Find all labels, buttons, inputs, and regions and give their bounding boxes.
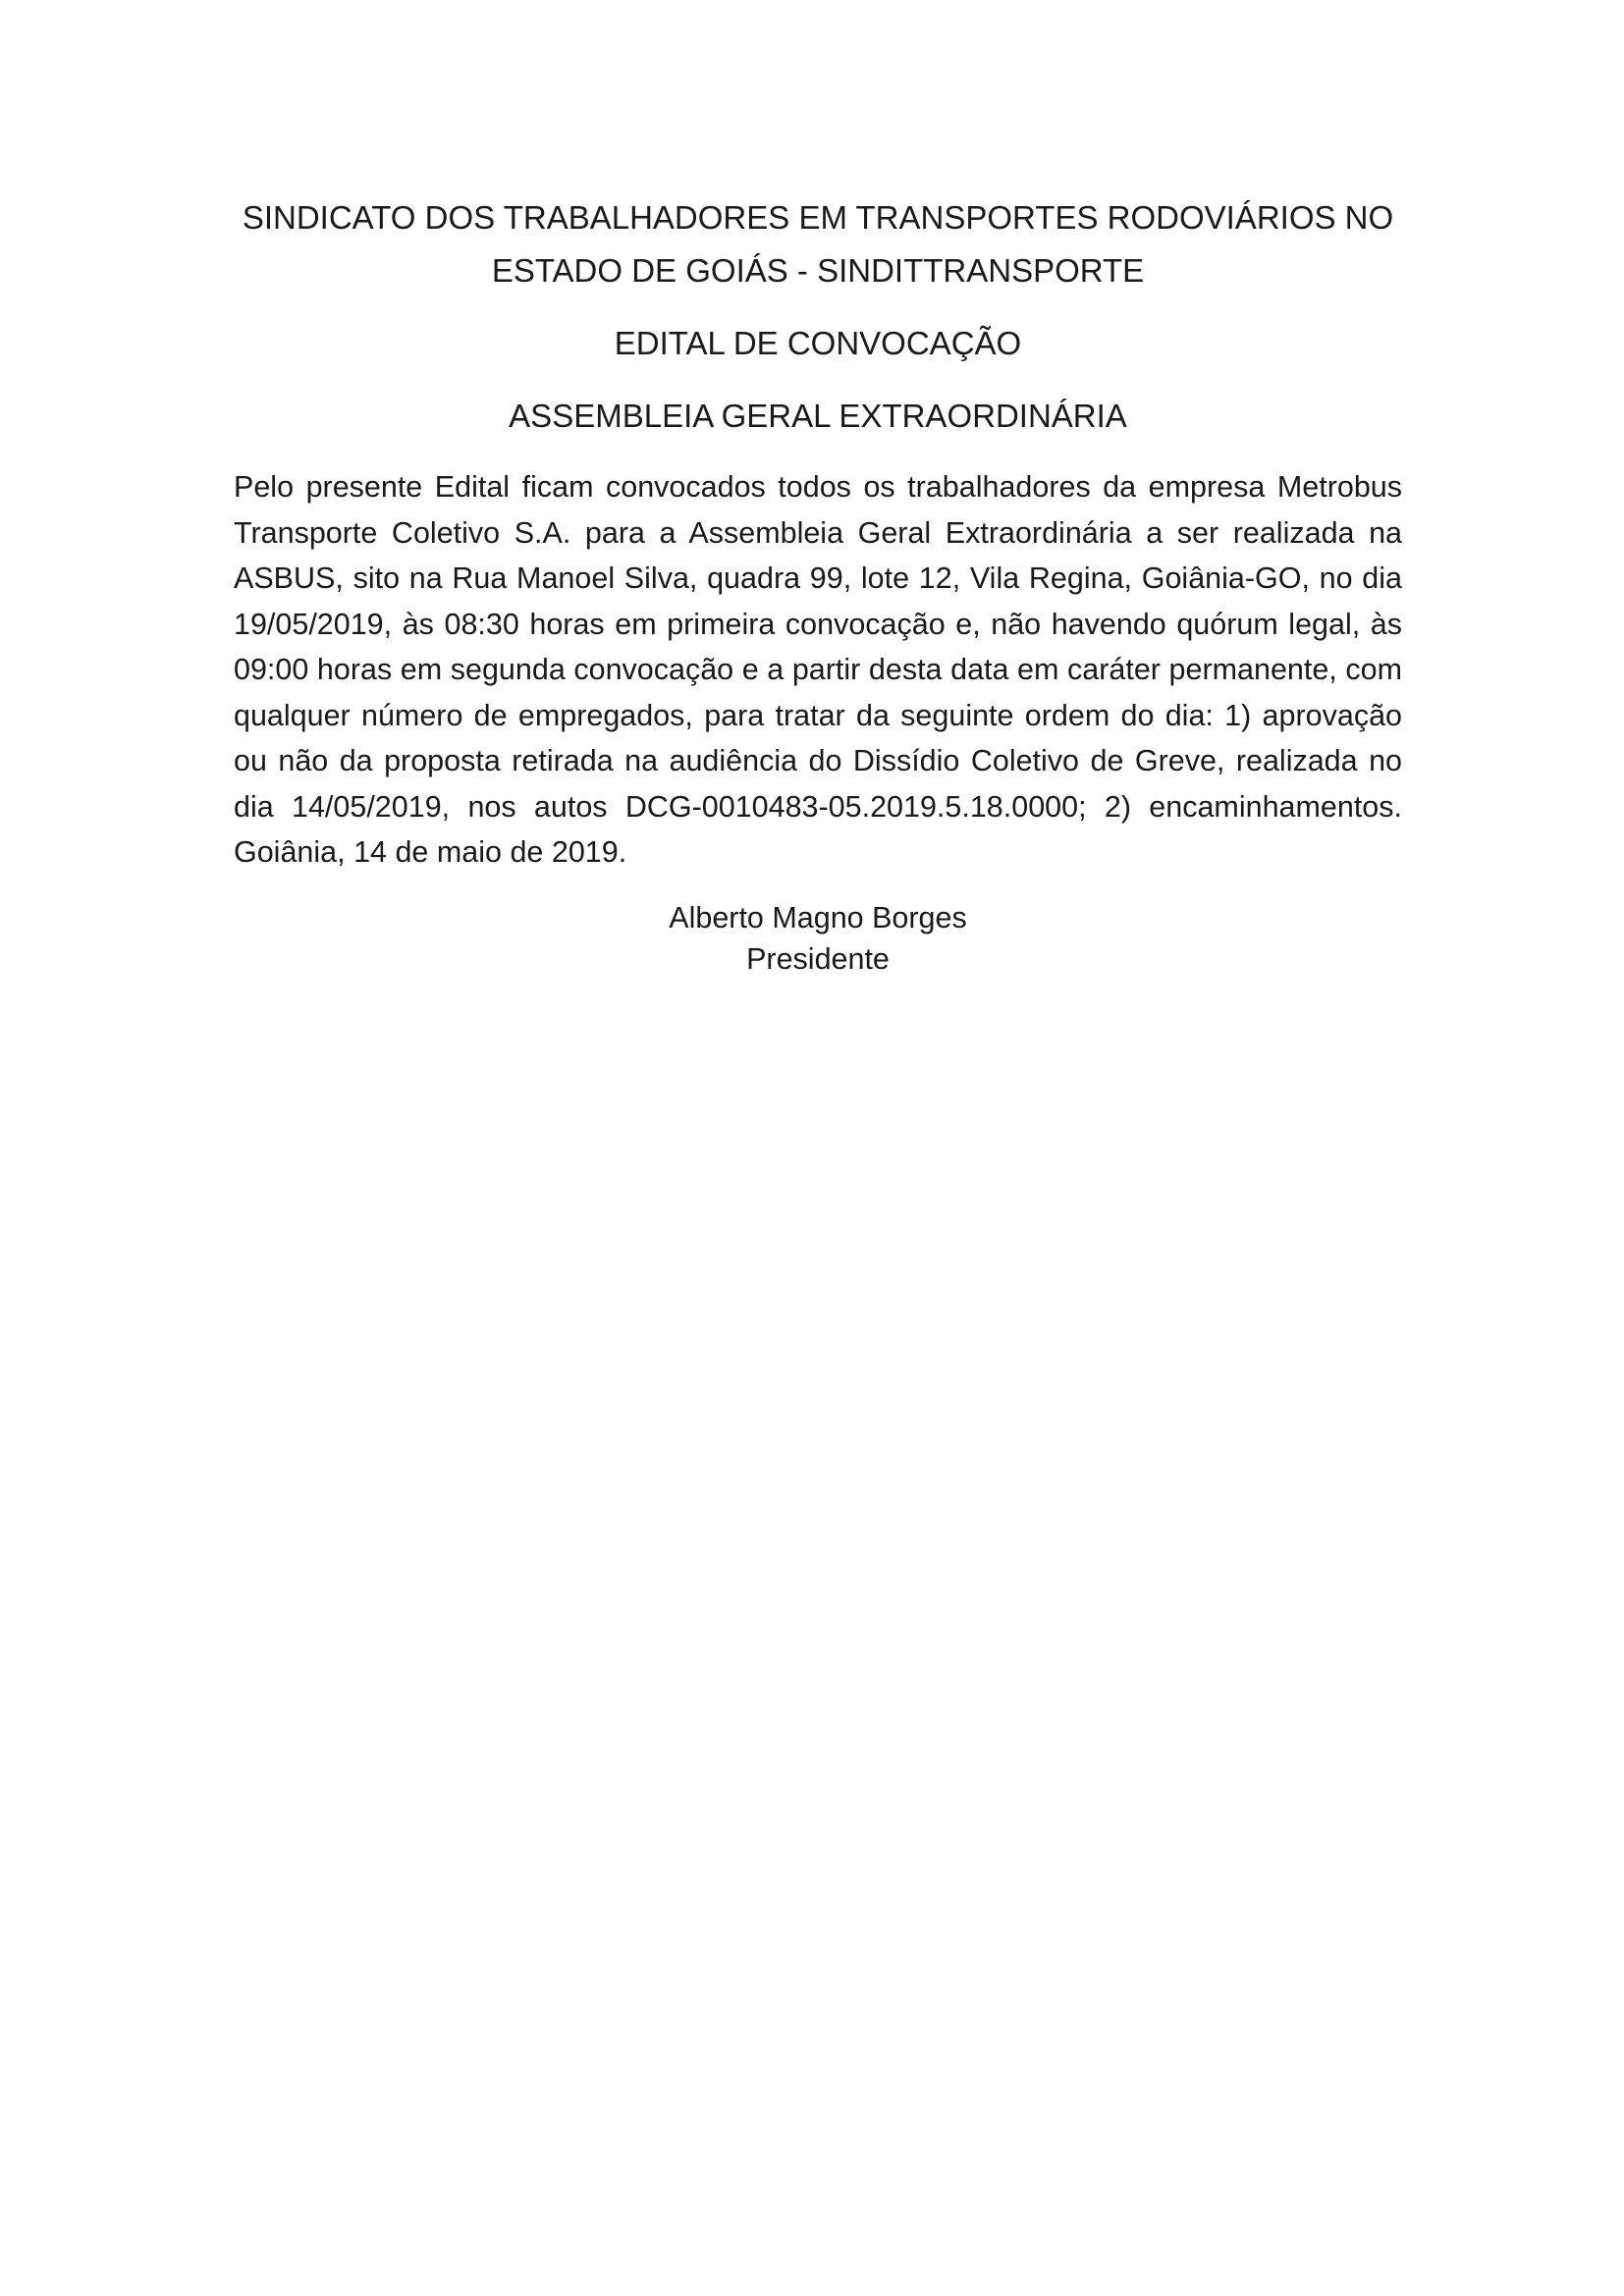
union-name-heading <box>234 191 1402 297</box>
union-name-line-1: SINDICATO DOS TRABALHADORES EM TRANSPORTES RODOVIÁRIOS NO <box>242 199 1394 236</box>
union-name-line-2: ESTADO DE GOIÁS - SINDITTRANSPORTE <box>491 252 1145 289</box>
signature-block <box>234 897 1402 980</box>
edital-title: EDITAL DE CONVOCAÇÃO <box>614 325 1022 361</box>
signature-name: Alberto Magno Borges <box>669 900 967 934</box>
assembly-title: ASSEMBLEIA GERAL EXTRAORDINÁRIA <box>509 398 1127 434</box>
notice-document <box>234 191 1402 980</box>
notice-body: Pelo presente Edital ficam convocados todos os trabalhadores da empresa Metrobus Transporte Coletivo S.A. para a Assembleia Geral Extraordinária a ser realizada na ASBUS, sito na Rua Manoel Silva, quadra 99, lote 12, Vila Regina, Goiânia-GO, no dia 19/05/2019, às 08:30 horas em primeira convocação e, não havendo quórum legal, às 09:00 horas em segunda convocação e a partir desta data em caráter permanente, com qualquer número de empregados, para tratar da seguinte ordem do dia: 1) aprovação ou não da proposta retirada na audiência do Dissídio Coletivo de Greve, realizada no dia 14/05/2019, nos autos DCG-0010483-05.2019.5.18.0000; 2) encaminhamentos. Goiânia, 14 de maio de 2019. <box>234 470 1402 869</box>
signature-role: Presidente <box>746 941 890 976</box>
